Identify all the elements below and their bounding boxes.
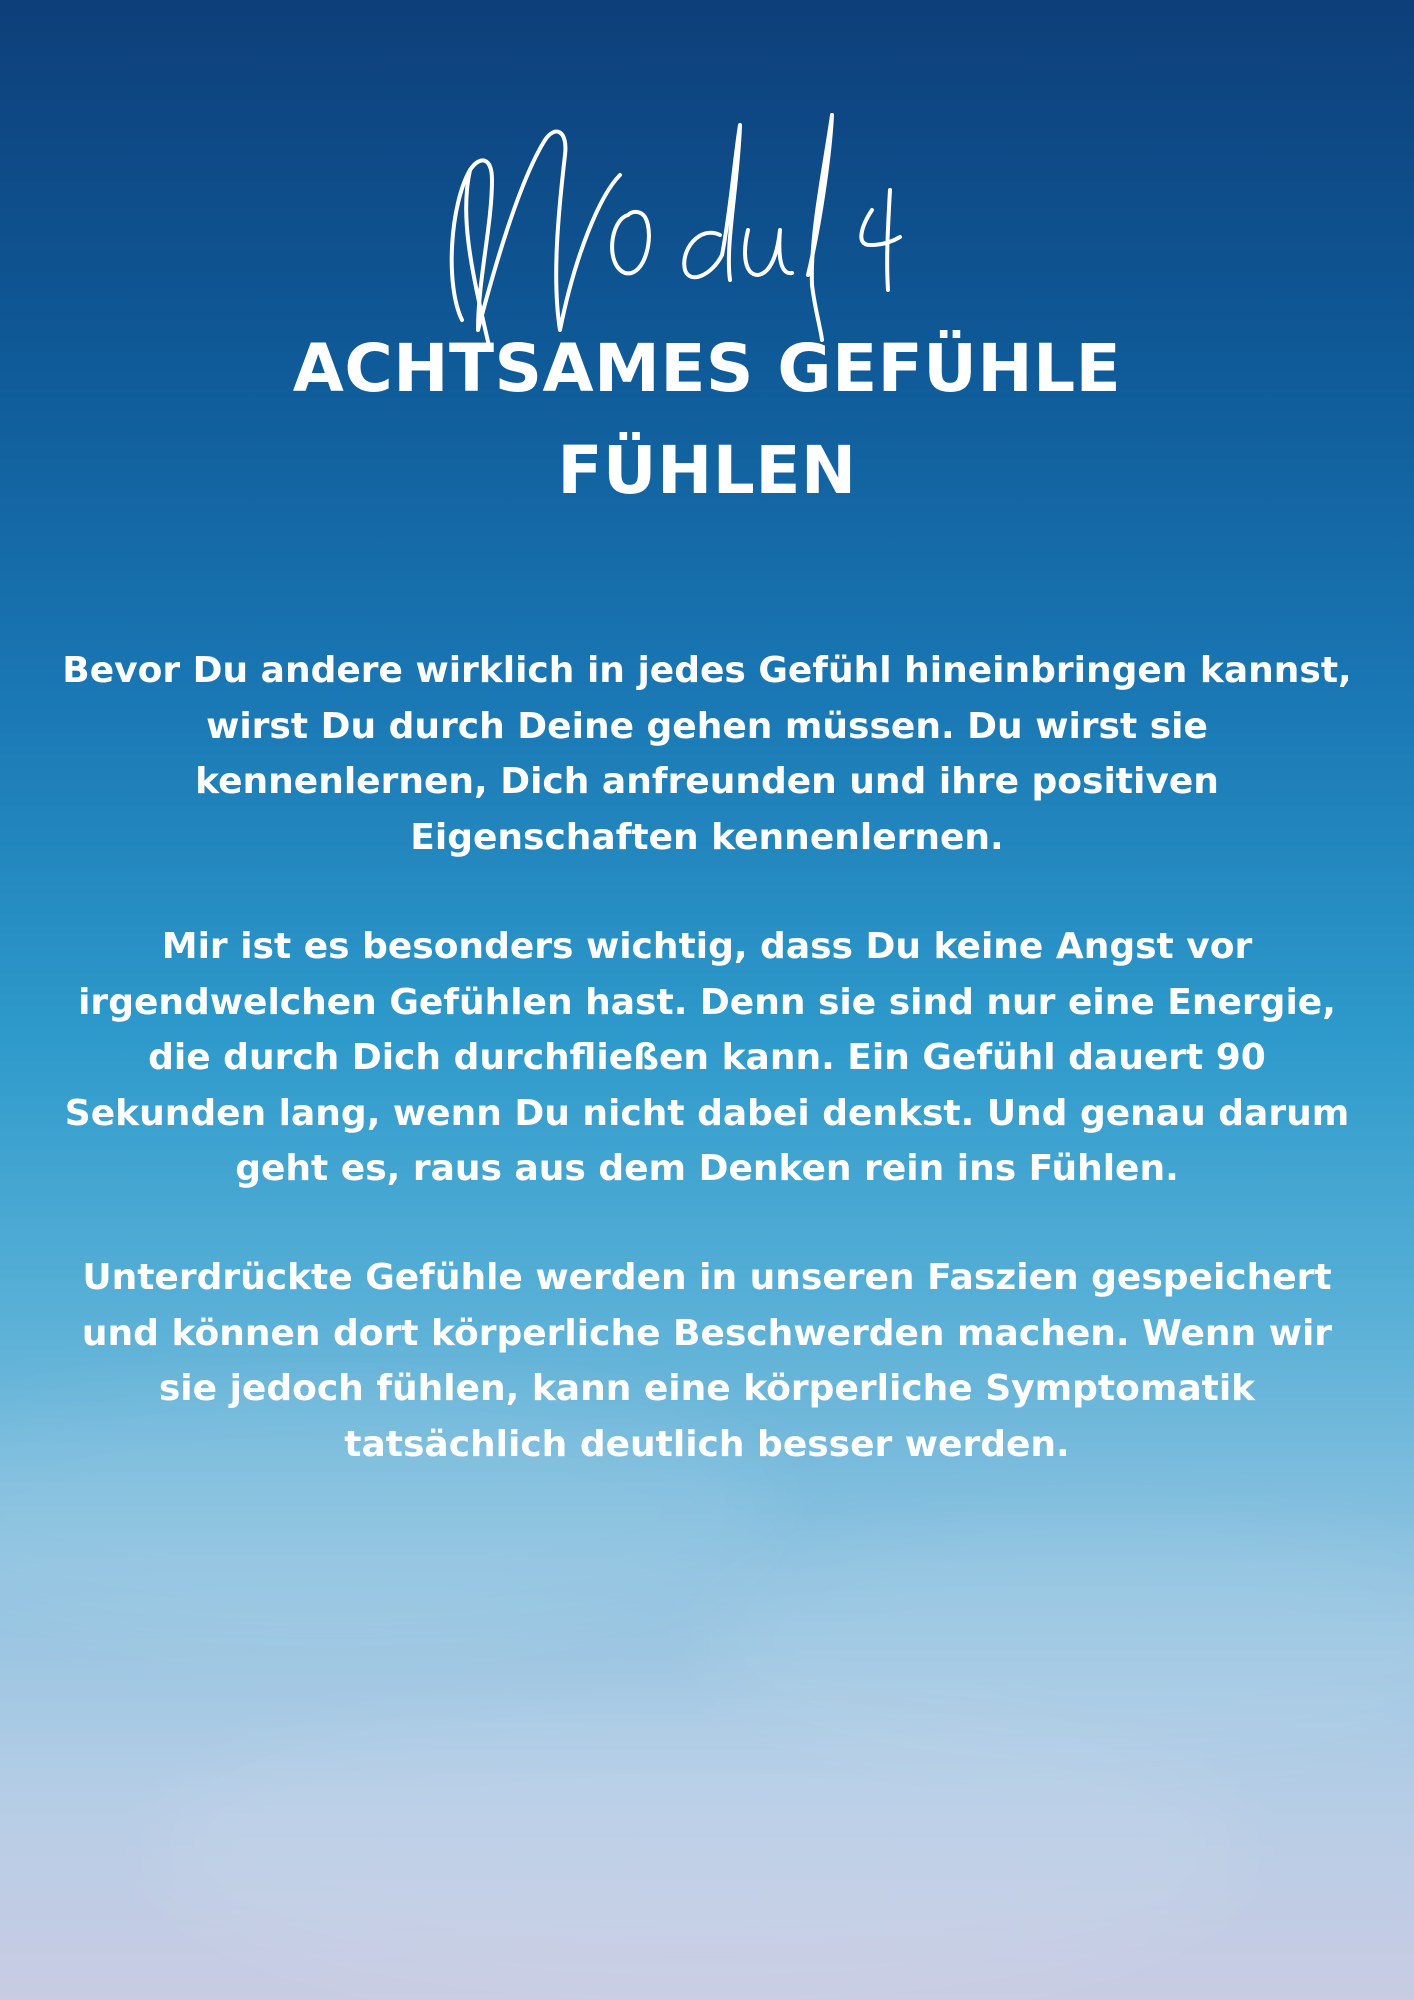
paragraph-intro: Bevor Du andere wirklich in jedes Gefühl hineinbringen kannst, wirst Du durch Deine gehen müssen. Du wirst sie kennenlernen, Dich anfreunden und ihre positiven Eigenschaften kennenlernen.: [62, 650, 1352, 858]
paragraph-fears: Mir ist es besonders wichtig, dass Du keine Angst vor irgendwelchen Gefühlen hast. Denn sie sind nur eine Energie, die durch Dich durchfließen kann. Ein Gefühl dauert 90 Sekunden lang, wenn Du nicht dabei denkst. Und genau darum geht es, raus aus dem Denken rein ins Fühlen.: [64, 926, 1350, 1189]
paragraph-fascia: Unterdrückte Gefühle werden in unseren Faszien gespeichert und können dort körperliche Beschwerden machen. Wenn wir sie jedoch fühlen, kann eine körperliche Symptomatik tatsächlich deutlich besser werden.: [81, 1257, 1333, 1465]
cloud-haze: [150, 1700, 1250, 2000]
script-title-modul-4: [0, 95, 1414, 355]
heading-line-1: ACHTSAMES GEFÜHLE: [292, 330, 1122, 407]
page-heading: [200, 318, 1214, 522]
heading-line-2: FÜHLEN: [557, 432, 857, 509]
